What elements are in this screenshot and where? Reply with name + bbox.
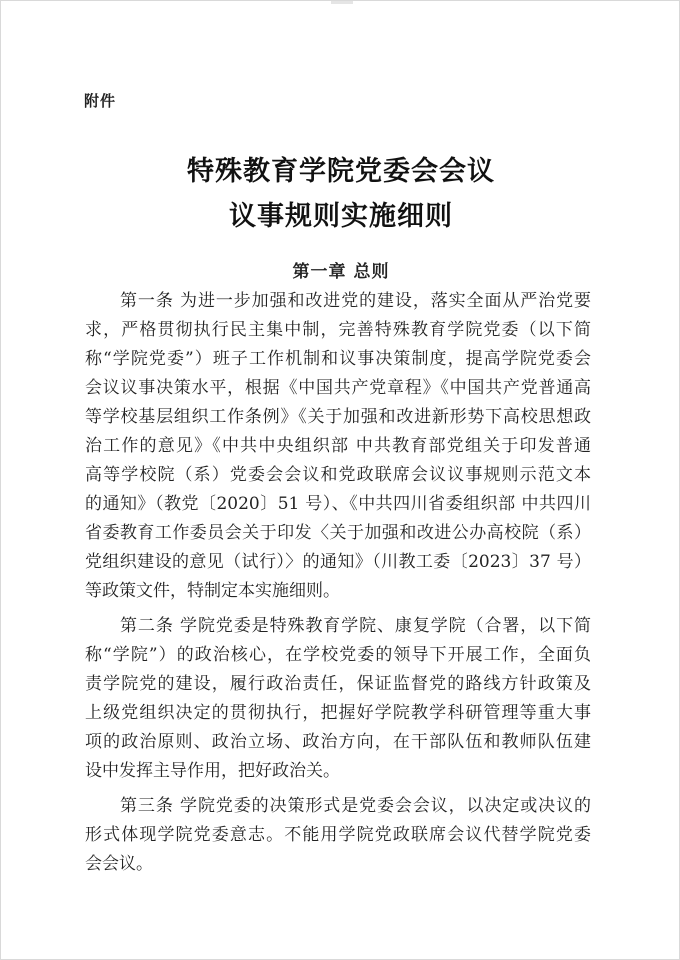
article-1-line: 的通知》（教党〔2020〕51 号）、《中共四川省委组织部 中共四川 <box>85 494 591 514</box>
article-2-line: 设中发挥主导作用，把好政治关。 <box>85 761 340 781</box>
scan-mark <box>331 1 353 4</box>
attachment-label: 附件 <box>84 92 117 110</box>
article-3-line: 形式体现学院党委意志。不能用学院党政联席会议代替学院党委 <box>85 825 591 845</box>
article-1-line: 党组织建设的意见（试行）〉的通知》（川教工委〔2023〕37 号） <box>85 552 591 572</box>
article-3-line: 第三条 学院党委的决策形式是党委会会议，以决定或决议的 <box>120 796 591 816</box>
article-2-line: 项的政治原则、政治立场、政治方向，在干部队伍和教师队伍建 <box>85 732 591 752</box>
article-1-line: 会议议事决策水平，根据《中国共产党章程》《中国共产党普通高 <box>85 378 591 398</box>
article-1-line: 治工作的意见》《中共中央组织部 中共教育部党组关于印发普通 <box>85 436 591 456</box>
article-1-line: 等政策文件，特制定本实施细则。 <box>85 581 340 601</box>
article-3-line: 会会议。 <box>85 854 153 874</box>
document-title-line-1: 特殊教育学院党委会会议 <box>187 156 495 187</box>
article-1-line: 求，严格贯彻执行民主集中制，完善特殊教育学院党委（以下简 <box>85 320 591 340</box>
article-1-line: 等学校基层组织工作条例》《关于加强和改进新形势下高校思想政 <box>85 407 591 427</box>
article-1-line: 称“学院党委”）班子工作机制和议事决策制度，提高学院党委会 <box>85 349 591 369</box>
article-2-line: 第二条 学院党委是特殊教育学院、康复学院（合署，以下简 <box>120 616 591 636</box>
article-2-line: 责学院党的建设，履行政治责任，保证监督党的路线方针政策及 <box>85 674 591 694</box>
article-1-line: 第一条 为进一步加强和改进党的建设，落实全面从严治党要 <box>120 291 591 311</box>
article-2-line: 上级党组织决定的贯彻执行，把握好学院教学科研管理等重大事 <box>85 703 591 723</box>
chapter-heading: 第一章 总则 <box>292 262 390 282</box>
article-1-line: 省委教育工作委员会关于印发〈关于加强和改进公办高校院（系） <box>85 523 591 543</box>
article-2-line: 称“学院”）的政治核心，在学校党委的领导下开展工作，全面负 <box>85 645 591 665</box>
document-title-line-2: 议事规则实施细则 <box>229 201 453 232</box>
article-1-line: 高等学校院（系）党委会会议和党政联席会议议事规则示范文本 <box>85 465 591 485</box>
